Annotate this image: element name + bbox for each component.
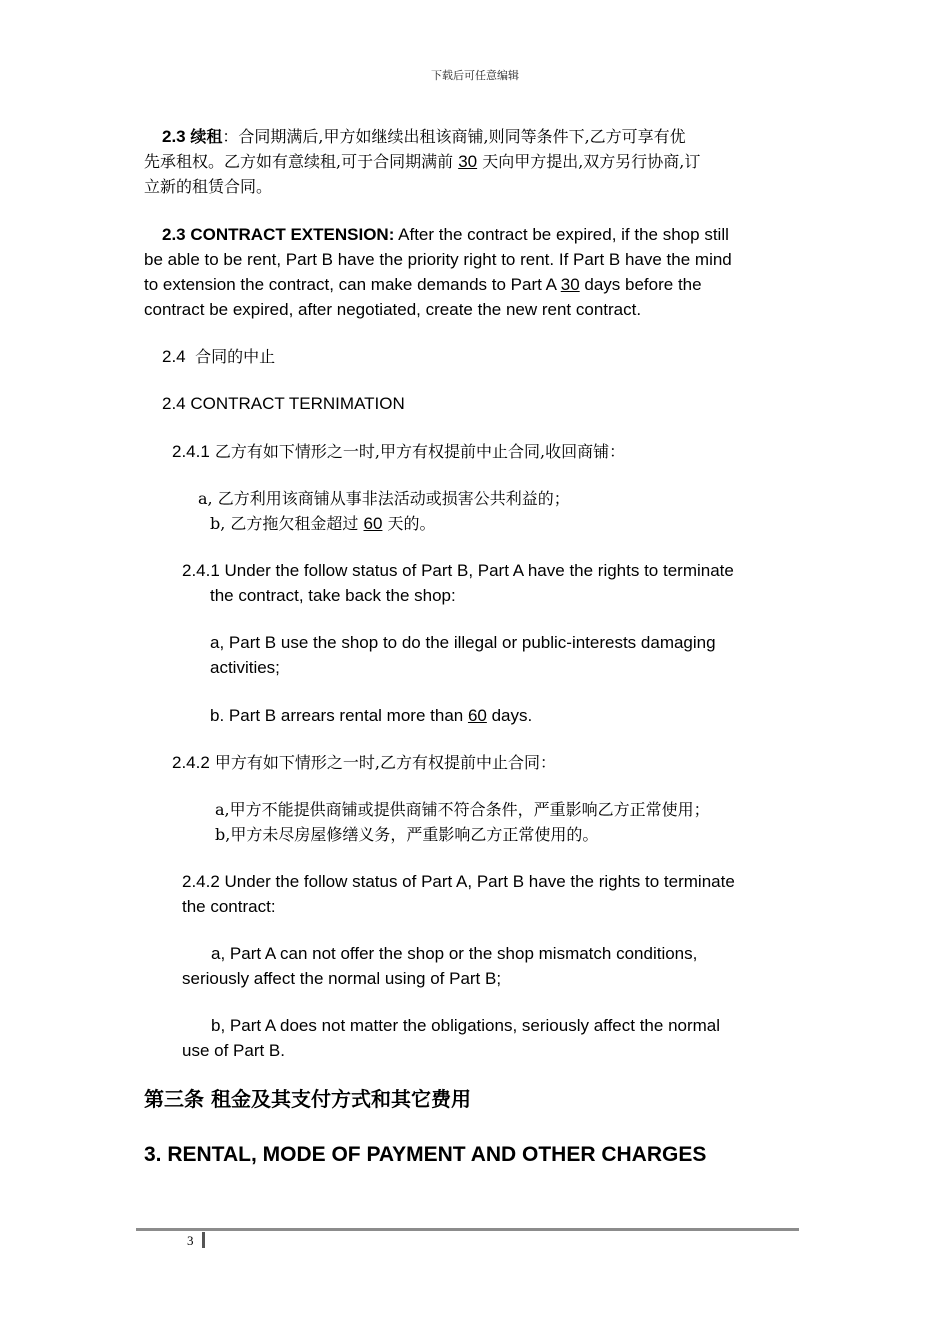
footer-rule [136,1228,799,1231]
clause-2-4-cn-heading [162,344,275,369]
clause-2-3-cn-line1 [162,124,686,149]
footer-divider [202,1232,205,1248]
article-3-en-heading: 3. RENTAL, MODE OF PAYMENT AND OTHER CHARGES [144,1143,707,1166]
clause-text: days before the [579,275,702,294]
clause-2-3-en-line2: be able to be rent, Part B have the priority right to rent. If Part B have the mind [144,250,732,269]
clause-number: 2.3 [162,127,186,146]
clause-2-4-2-cn-item-a: a,甲方不能提供商铺或提供商铺不符合条件，严重影响乙方正常使用； [215,800,710,819]
clause-2-4-1-en-item-a-line2: activities; [210,658,280,677]
clause-text: b, 乙方拖欠租金超过 [210,514,364,533]
clause-text: 天向甲方提出,双方另行协商,订 [477,152,701,171]
clause-title: 合同的中止 [195,347,276,366]
clause-text: 乙方有如下情形之一时,甲方有权提前中止合同,收回商铺： [209,442,626,461]
page-header: 下载后可任意编辑 [431,69,519,82]
clause-number: 2.4.2 [172,753,210,772]
clause-2-4-1-cn-item-a: a, 乙方利用该商铺从事非法活动或损害公共利益的； [198,489,570,508]
clause-number: 2.4 [162,347,186,366]
clause-2-4-1-en-line1: 2.4.1 Under the follow status of Part B, Part A have the rights to terminate [182,561,734,580]
days-value: 60 [363,514,383,533]
clause-2-4-en-heading: 2.4 CONTRACT TERNIMATION [162,394,405,413]
clause-2-4-2-en-item-b-line1: b, Part A does not matter the obligations, seriously affect the normal [211,1016,721,1035]
days-value: 60 [467,706,487,725]
clause-text: After the contract be expired, if the shop still [394,225,729,244]
clause-text: 甲方有如下情形之一时,乙方有权提前中止合同： [209,753,556,772]
clause-2-3-en-line1 [162,222,729,247]
clause-title: 2.3 CONTRACT EXTENSION: [162,225,395,244]
clause-2-4-2-en-line1: 2.4.2 Under the follow status of Part A, Part B have the rights to terminate [182,872,735,891]
clause-text: 天的。 [382,514,436,533]
days-value: 30 [458,152,478,171]
clause-2-3-cn-line2 [144,149,700,174]
clause-2-4-2-en-line2: the contract: [182,897,276,916]
clause-2-4-2-en-item-b-line2: use of Part B. [182,1041,285,1060]
days-value: 30 [560,275,580,294]
clause-number: 2.4.1 [172,442,210,461]
clause-2-3-en-line3 [144,272,702,297]
clause-2-4-2-en-item-a-line2: seriously affect the normal using of Part B; [182,969,502,988]
clause-text: to extension the contract, can make demands to Part A [144,275,561,294]
clause-text: ：合同期满后,甲方如继续出租该商铺,则同等条件下,乙方可享有优 [222,127,686,146]
clause-2-4-1-en-item-a-line1: a, Part B use the shop to do the illegal or public-interests damaging [210,633,716,652]
clause-text: 先承租权。乙方如有意续租,可于合同期满前 [144,152,459,171]
clause-2-4-2-en-item-a-line1: a, Part A can not offer the shop or the shop mismatch conditions, [211,944,698,963]
clause-text: b. Part B arrears rental more than [210,706,468,725]
clause-2-4-2-cn-item-b: b,甲方未尽房屋修缮义务，严重影响乙方正常使用的。 [215,825,599,844]
clause-2-4-1-en-line2: the contract, take back the shop: [210,586,456,605]
clause-title: 续租 [190,127,223,146]
clause-2-3-en-line4: contract be expired, after negotiated, create the new rent contract. [144,300,642,319]
clause-text: days. [486,706,533,725]
clause-2-4-1-cn-item-b [210,511,436,536]
article-3-cn-heading: 第三条 租金及其支付方式和其它费用 [144,1087,471,1111]
clause-2-3-cn-line3: 立新的租赁合同。 [144,177,273,196]
clause-2-4-2-cn [172,750,556,775]
clause-2-4-1-cn [172,439,625,464]
clause-2-4-1-en-item-b [210,703,532,728]
page-number: 3 [187,1233,194,1248]
